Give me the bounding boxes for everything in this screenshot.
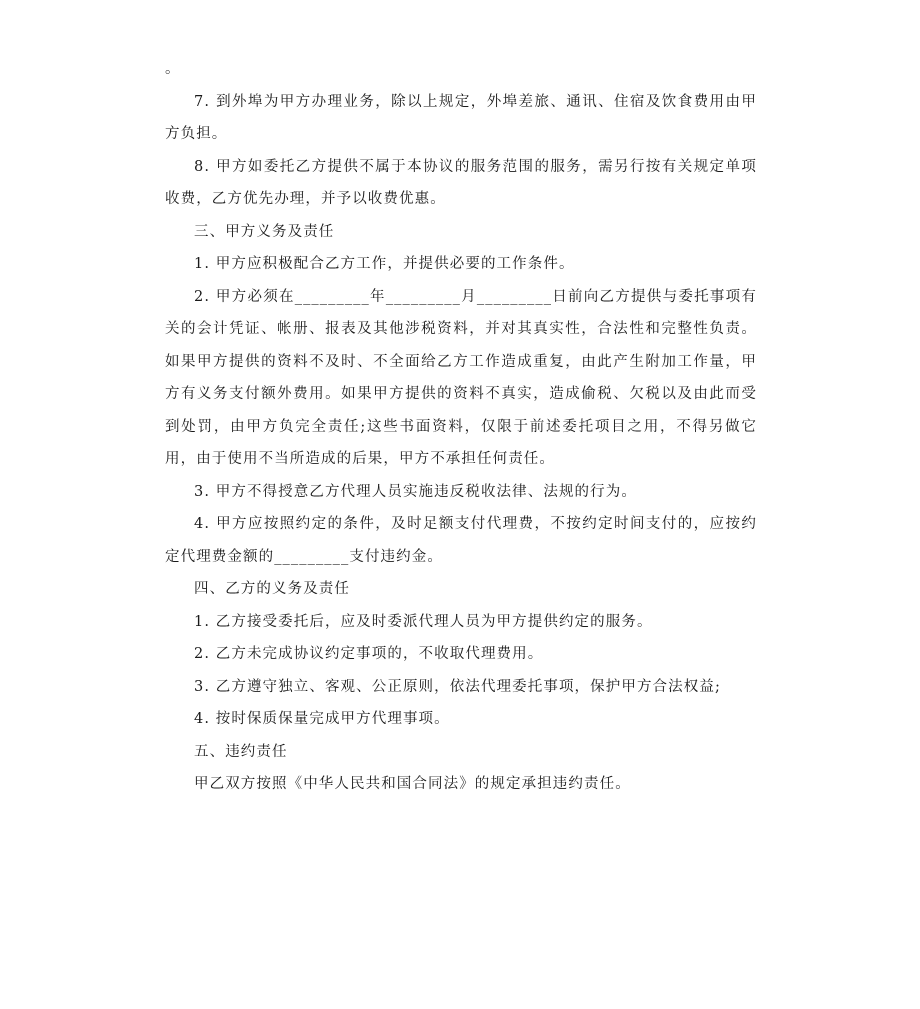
paragraph-party-b-item-2: 2. 乙方未完成协议约定事项的，不收取代理费用。 xyxy=(194,646,544,662)
document-body xyxy=(165,53,757,801)
paragraph-party-a-item-3: 3. 甲方不得授意乙方代理人员实施违反税收法律、法规的行为。 xyxy=(194,483,637,500)
paragraph-party-a-item-4: 4. 甲方应按照约定的条件，及时足额支付代理费，不按约定时间支付的，应按约定代理费金额的_________支付违约金。 xyxy=(165,516,757,565)
paragraph-party-b-item-3: 3. 乙方遵守独立、客观、公正原则，依法代理委托事项，保护甲方合法权益; xyxy=(194,678,721,695)
paragraph-breach-liability: 甲乙双方按照《中华人民共和国合同法》的规定承担违约责任。 xyxy=(194,776,631,792)
section-heading-party-a-obligations: 三、甲方义务及责任 xyxy=(194,223,335,240)
paragraph-party-b-item-4: 4. 按时保质保量完成甲方代理事项。 xyxy=(194,711,450,727)
paragraph-party-a-item-2: 2. 甲方必须在_________年_________月_________日前向乙方提供与委托事项有关的会计凭证、帐册、报表及其他涉税资料，并对其真实性，合法性和完整性负责。如果甲方提供的资料不及时、不全面给乙方工作造成重复，由此产生附加工作量，甲方有义务支付额外费用。如果甲方提供的资料不真实，造成偷税、欠税以及由此而受到处罚，由甲方负完全责任;这些书面资料，仅限于前述委托项目之用，不得另做它用，由于使用不当所造成的后果，甲方不承担任何责任。 xyxy=(165,288,757,467)
paragraph-item-7-travel-expenses: 7. 到外埠为甲方办理业务，除以上规定，外埠差旅、通讯、住宿及饮食费用由甲方负担。 xyxy=(165,93,757,142)
section-heading-breach-liability: 五、违约责任 xyxy=(194,743,288,760)
section-heading-party-b-obligations: 四、乙方的义务及责任 xyxy=(194,581,350,597)
paragraph-item-8-extra-services: 8. 甲方如委托乙方提供不属于本协议的服务范围的服务，需另行按有关规定单项收费，乙方优先办理，并予以收费优惠。 xyxy=(165,158,757,207)
paragraph-continuation: 。 xyxy=(165,61,181,77)
paragraph-party-a-item-1: 1. 甲方应积极配合乙方工作，并提供必要的工作条件。 xyxy=(194,256,575,272)
paragraph-party-b-item-1: 1. 乙方接受委托后，应及时委派代理人员为甲方提供约定的服务。 xyxy=(194,613,653,630)
